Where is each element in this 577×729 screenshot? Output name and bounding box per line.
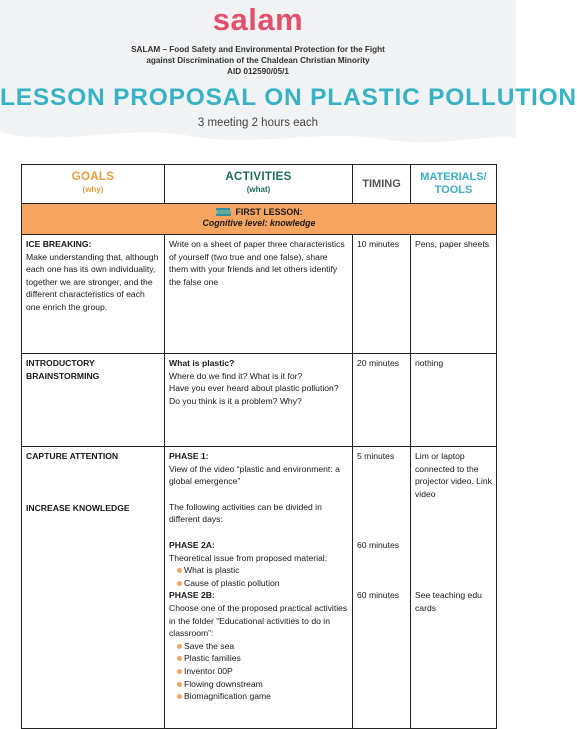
organization-info bbox=[0, 44, 516, 77]
list-item: What is plastic bbox=[177, 564, 348, 577]
logo-text: salam bbox=[212, 2, 304, 37]
activities-header bbox=[165, 165, 353, 204]
phase1-title: PHASE 1: bbox=[169, 451, 209, 461]
phase2a-text: Theoretical issue from proposed material: bbox=[169, 552, 328, 563]
goals-label: GOALS bbox=[71, 171, 115, 184]
activity-title: What is plastic? bbox=[169, 358, 235, 368]
lesson-title: FIRST LESSON: bbox=[235, 207, 303, 217]
list-item: Plastic families bbox=[177, 652, 348, 665]
phase2a-list bbox=[169, 564, 348, 589]
timing-label: TIMING bbox=[362, 177, 401, 190]
materials-cell bbox=[411, 447, 497, 729]
goal-title-2: INCREASE KNOWLEDGE bbox=[26, 502, 130, 513]
activities-sub-label: (what) bbox=[246, 185, 271, 194]
goal-cell bbox=[22, 354, 165, 447]
activity-cell bbox=[165, 354, 353, 447]
goal-text: Make understanding that, although each one has its own individuality, together we are stronger, and the different characteristics of each one enrich the group. bbox=[26, 251, 159, 312]
materials-cell bbox=[411, 354, 497, 447]
timing-value: 20 minutes bbox=[357, 358, 400, 368]
list-item: Cause of plastic pollution bbox=[177, 577, 348, 590]
materials-label-2: TOOLS bbox=[434, 184, 473, 196]
salam-logo bbox=[0, 2, 516, 38]
activity-line: Where do we find it? What is it for? bbox=[169, 370, 303, 381]
phase2b-text: Choose one of the proposed practical activities in the folder “Educational activities to do in classroom”: bbox=[169, 602, 348, 639]
activity-cell bbox=[165, 235, 353, 354]
list-item: Inventor 00P bbox=[177, 665, 348, 678]
materials-value: nothing bbox=[415, 358, 444, 368]
page-title: LESSON PROPOSAL ON PLASTIC POLLUTION bbox=[0, 84, 577, 111]
books-icon bbox=[216, 208, 232, 216]
lesson-band bbox=[22, 204, 497, 235]
org-line-1: SALAM – Food Safety and Environmental Protection for the Fight bbox=[131, 45, 385, 54]
materials-value: Pens, paper sheets bbox=[415, 239, 490, 249]
phase2a-title: PHASE 2A: bbox=[169, 539, 215, 550]
table-row bbox=[22, 447, 497, 729]
list-item: Save the sea bbox=[177, 640, 348, 653]
activity-text: Write on a sheet of paper three characteristics of yourself (two true and one false), share them with your friends and let others identify the false one bbox=[169, 239, 345, 287]
org-line-2: against Discrimination of the Chaldean Christian Minority bbox=[146, 56, 370, 65]
divided-text: The following activities can be divided in different days: bbox=[169, 501, 322, 525]
goal-title: INTRODUCTORY BRAINSTORMING bbox=[26, 358, 100, 381]
goal-title: ICE BREAKING: bbox=[26, 239, 92, 249]
goals-sub-label: (why) bbox=[82, 185, 104, 194]
activity-cell bbox=[165, 447, 353, 729]
phase2b-list bbox=[169, 640, 348, 703]
activities-label: ACTIVITIES bbox=[225, 171, 292, 184]
timing-header bbox=[353, 165, 411, 204]
page-subtitle: 3 meeting 2 hours each bbox=[197, 117, 319, 129]
activity-line: Do you think is it a problem? Why? bbox=[169, 395, 302, 406]
list-item: Flowing downstream bbox=[177, 678, 348, 691]
timing-cell bbox=[353, 447, 411, 729]
header-row bbox=[22, 165, 497, 204]
materials-value: Lim or laptop connected to the projector video. Link video bbox=[415, 451, 492, 499]
timing-value: 60 minutes bbox=[357, 539, 400, 550]
materials-label: MATERIALS/ bbox=[420, 171, 487, 183]
activity-line: Have you ever heard about plastic pollution? bbox=[169, 383, 339, 394]
org-line-3: AID 012590/05/1 bbox=[227, 67, 289, 76]
materials-value: See teaching edu cards bbox=[415, 590, 482, 613]
table-row bbox=[22, 235, 497, 354]
timing-value: 60 minutes bbox=[357, 590, 400, 601]
lesson-band-row bbox=[22, 204, 497, 235]
table-row bbox=[22, 354, 497, 447]
phase1-text: View of the video “plastic and environment: a global emergence” bbox=[169, 463, 340, 487]
timing-cell bbox=[353, 235, 411, 354]
goals-header bbox=[22, 165, 165, 204]
phase2b-title: PHASE 2B: bbox=[169, 590, 215, 601]
timing-value: 10 minutes bbox=[357, 239, 400, 249]
lesson-table bbox=[21, 164, 497, 729]
lesson-level: Cognitive level: knowledge bbox=[202, 218, 316, 228]
goal-cell bbox=[22, 447, 165, 729]
materials-cell bbox=[411, 235, 497, 354]
list-item: Biomagnification game bbox=[177, 690, 348, 703]
materials-header bbox=[411, 165, 497, 204]
timing-cell bbox=[353, 354, 411, 447]
timing-value: 5 minutes bbox=[357, 451, 395, 461]
goal-title: CAPTURE ATTENTION bbox=[26, 451, 119, 461]
goal-cell bbox=[22, 235, 165, 354]
